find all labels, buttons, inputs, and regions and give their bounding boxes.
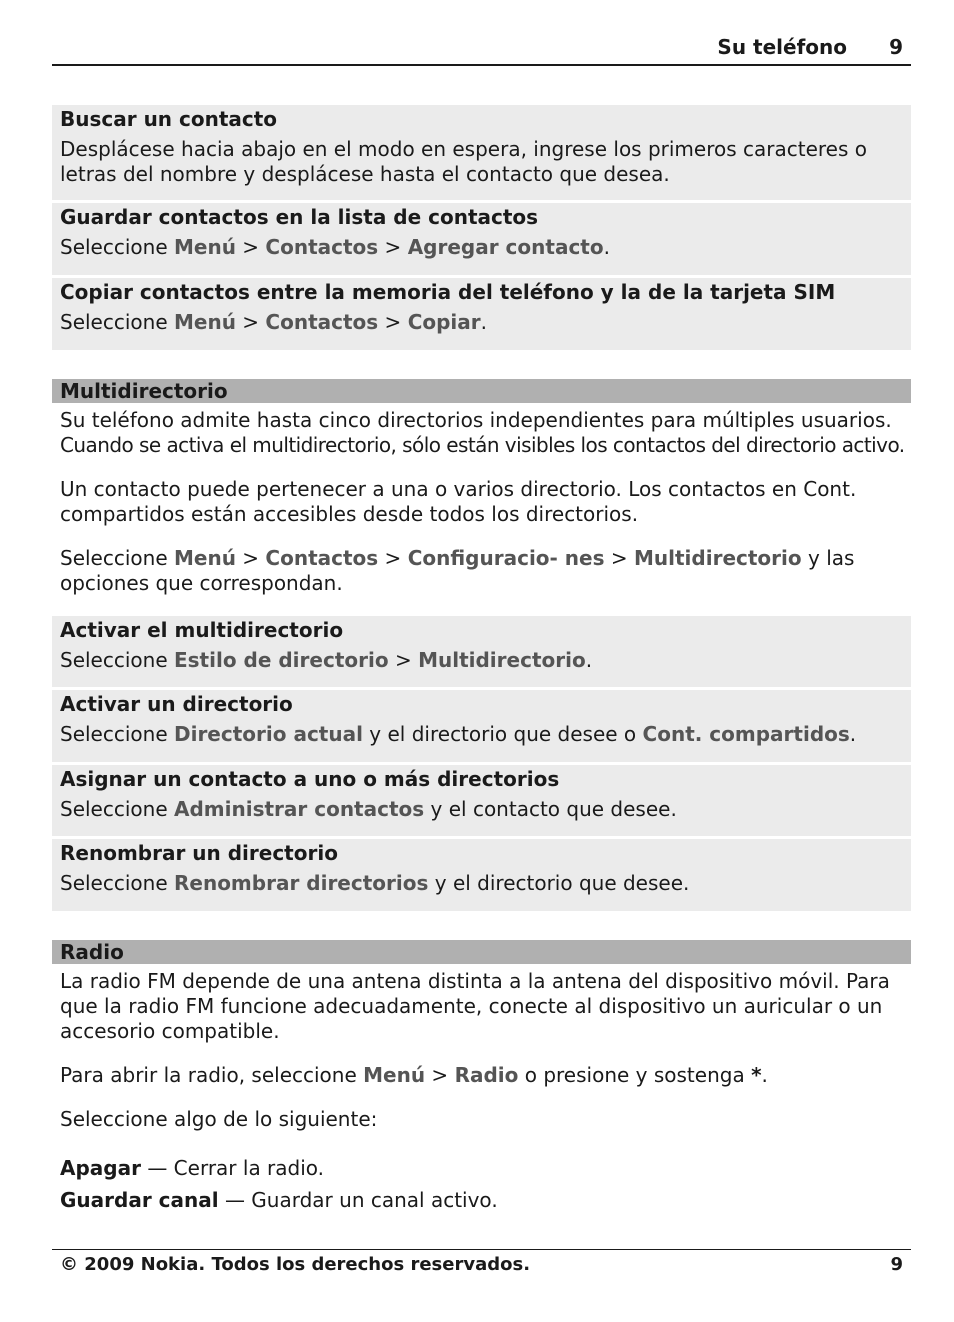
menu-path-contactos: Contactos — [265, 310, 379, 334]
path-separator: > — [604, 546, 634, 570]
buscar-contacto-title: Buscar un contacto — [60, 107, 278, 131]
menu-path-contactos: Contactos — [265, 235, 379, 259]
guardar-contactos-box — [52, 203, 911, 275]
multidirectorio-intro — [60, 408, 908, 458]
copiar-contactos-title: Copiar contactos entre la memoria del teléfono y la de la tarjeta SIM — [60, 280, 836, 304]
text-seleccione: Seleccione — [60, 871, 174, 895]
menu-path-cont-compartidos: Cont. compartidos — [642, 722, 850, 746]
menu-path-agregar-contacto: Agregar contacto — [407, 235, 604, 259]
asignar-contacto-title: Asignar un contacto a uno o más directorios — [60, 767, 560, 791]
asignar-contacto-box — [52, 765, 911, 836]
text-end: y las opciones que correspondan. — [60, 546, 855, 595]
page-header — [52, 30, 911, 66]
menu-path-radio: Radio — [454, 1063, 519, 1087]
multidirectorio-shared-paragraph: Un contacto puede pertenecer a una o varios directorio. Los contactos en Cont. compartidos están accesibles desde todos los directorios. — [60, 477, 857, 526]
activar-multidirectorio-text — [60, 648, 903, 673]
path-separator: > — [388, 648, 419, 672]
header-title: Su teléfono — [717, 35, 847, 59]
copiar-contactos-box — [52, 278, 911, 350]
activar-multidirectorio-box — [52, 616, 911, 687]
text-seleccione: Seleccione — [60, 546, 174, 570]
menu-path-menu: Menú — [173, 310, 236, 334]
star-key: * — [751, 1063, 762, 1087]
text-middle: y el directorio que desee o — [362, 722, 643, 746]
text-end: . — [480, 310, 487, 334]
buscar-contacto-text: Desplácese hacia abajo en el modo en espera, ingrese los primeros caracteres o letras del nombre y desplácese hasta el contacto que desea. — [60, 137, 867, 186]
menu-path-menu: Menú — [363, 1063, 426, 1087]
text-seleccione: Seleccione — [60, 235, 174, 259]
text-end: . — [603, 235, 610, 259]
multidirectorio-intro-line2: Cuando se activa el multidirectorio, sólo están visibles los contactos del directorio activo. — [60, 433, 905, 457]
menu-path-directorio-actual: Directorio actual — [173, 722, 363, 746]
renombrar-directorio-title: Renombrar un directorio — [60, 841, 338, 865]
text-seleccione: Seleccione — [60, 310, 174, 334]
section-heading-multidirectorio: Multidirectorio — [52, 379, 911, 403]
menu-path-menu: Menú — [173, 235, 236, 259]
menu-path-administrar-contactos: Administrar contactos — [173, 797, 425, 821]
radio-option-apagar — [60, 1152, 908, 1184]
guardar-contactos-title: Guardar contactos en la lista de contactos — [60, 205, 539, 229]
menu-path-menu: Menú — [173, 546, 236, 570]
multidirectorio-intro-line1: Su teléfono admite hasta cinco directorios independientes para múltiples usuarios. — [60, 408, 892, 432]
renombrar-directorio-box — [52, 839, 911, 911]
text-seleccione: Seleccione — [60, 722, 174, 746]
section-heading-radio: Radio — [52, 940, 911, 964]
menu-path-estilo-de-directorio: Estilo de directorio — [173, 648, 389, 672]
footer-copyright: © 2009 Nokia. Todos los derechos reservados. — [60, 1254, 531, 1275]
menu-path-configuraciones: Configuracio- nes — [407, 546, 605, 570]
path-separator: > — [235, 310, 266, 334]
activar-directorio-box — [52, 690, 911, 762]
text-end: y el contacto que desee. — [424, 797, 677, 821]
text-end: . — [849, 722, 857, 746]
text-end: . — [761, 1063, 768, 1087]
menu-path-renombrar-directorios: Renombrar directorios — [173, 871, 429, 895]
radio-options-list — [60, 1152, 908, 1216]
radio-open-paragraph — [60, 1063, 908, 1088]
path-separator: > — [378, 546, 408, 570]
text-start: Para abrir la radio, seleccione — [60, 1063, 364, 1087]
menu-path-copiar: Copiar — [407, 310, 481, 334]
multidirectorio-path-paragraph — [60, 546, 908, 596]
asignar-contacto-text — [60, 797, 903, 822]
menu-path-multidirectorio: Multidirectorio — [418, 648, 586, 672]
path-separator: > — [425, 1063, 455, 1087]
option-description: — Guardar un canal activo. — [218, 1188, 498, 1212]
radio-option-guardar-canal — [60, 1184, 908, 1216]
menu-path-multidirectorio: Multidirectorio — [634, 546, 802, 570]
text-middle: o presione y sostenga — [518, 1063, 752, 1087]
radio-select-prompt: Seleccione algo de lo siguiente: — [60, 1107, 378, 1131]
renombrar-directorio-text — [60, 871, 903, 896]
activar-multidirectorio-title: Activar el multidirectorio — [60, 618, 344, 642]
text-seleccione: Seleccione — [60, 648, 174, 672]
text-seleccione: Seleccione — [60, 797, 174, 821]
activar-directorio-title: Activar un directorio — [60, 692, 293, 716]
option-label: Guardar canal — [60, 1188, 219, 1212]
activar-directorio-text — [60, 722, 903, 747]
text-end: . — [585, 648, 593, 672]
path-separator: > — [235, 235, 266, 259]
header-page-number: 9 — [889, 35, 903, 59]
path-separator: > — [378, 310, 408, 334]
path-separator: > — [378, 235, 408, 259]
menu-path-contactos: Contactos — [265, 546, 379, 570]
buscar-contacto-box — [52, 105, 911, 200]
radio-intro-paragraph: La radio FM depende de una antena distinta a la antena del dispositivo móvil. Para que la radio FM funcione adecuadamente, conecte al dispositivo un auricular o un accesorio compatible. — [60, 969, 890, 1043]
option-label: Apagar — [60, 1156, 141, 1180]
option-description: — Cerrar la radio. — [140, 1156, 325, 1180]
copiar-contactos-text — [60, 310, 903, 335]
guardar-contactos-text — [60, 235, 903, 260]
path-separator: > — [235, 546, 266, 570]
footer-page-number: 9 — [890, 1254, 903, 1275]
text-end: y el directorio que desee. — [428, 871, 690, 895]
page-footer — [52, 1249, 911, 1280]
